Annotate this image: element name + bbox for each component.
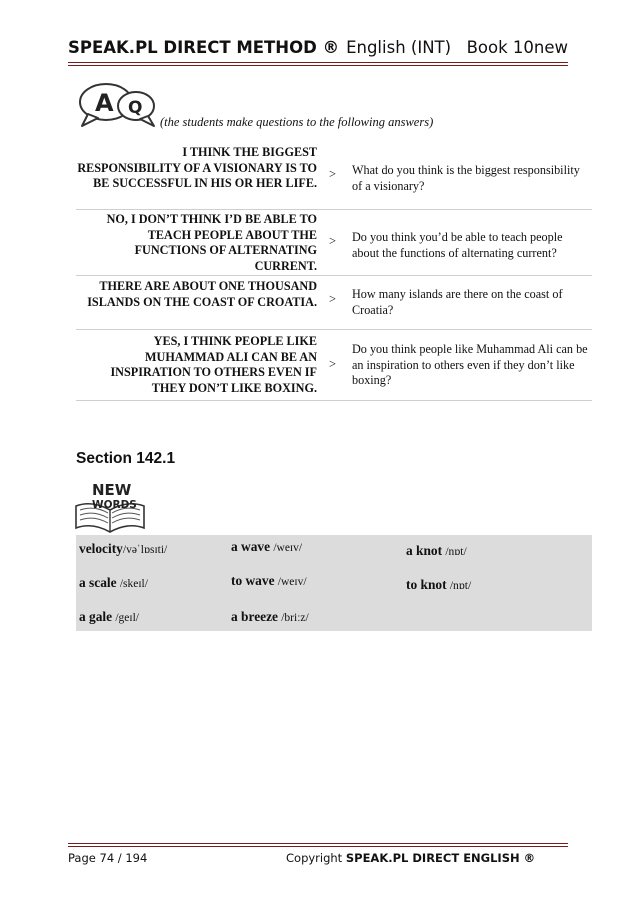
vocab-word: a wave <box>231 539 271 554</box>
vocab-entry <box>406 577 471 593</box>
qa-row <box>76 145 592 208</box>
vocab-word: a gale <box>79 609 113 624</box>
new-words-line2: WORDS <box>92 499 137 511</box>
vocab-ipa: /nɒt/ <box>449 580 472 592</box>
icon-letter-q: Q <box>128 98 143 118</box>
vocab-entry <box>231 539 302 555</box>
vocab-ipa: /geɪl/ <box>115 612 139 624</box>
qa-arrow: > <box>329 167 337 181</box>
vocab-ipa: /skeɪl/ <box>119 578 148 590</box>
vocab-ipa: /briːz/ <box>281 612 309 624</box>
vocab-ipa: /nɒt/ <box>445 546 467 558</box>
qa-divider <box>76 275 592 276</box>
vocab-word: a breeze <box>231 609 278 624</box>
copyright-owner: SPEAK.PL DIRECT ENGLISH ® <box>345 851 536 865</box>
page-number: Page 74 / 194 <box>68 851 148 865</box>
copyright <box>286 851 535 865</box>
qa-arrow: > <box>329 292 337 306</box>
vocab-ipa: /vəˈlɒsɪti/ <box>122 544 168 556</box>
qa-divider <box>76 209 592 210</box>
qa-question: How many islands are there on the coast of Croatia? <box>352 287 563 317</box>
vocab-word: to wave <box>231 573 275 588</box>
page-footer <box>68 851 568 865</box>
header-subtitle: English (INT) <box>346 38 452 57</box>
vocab-word: a scale <box>79 575 117 590</box>
qa-divider <box>76 400 592 401</box>
vocab-entry <box>79 575 148 591</box>
qa-answer: NO, I DON’T THINK I’D BE ABLE TO TEACH PEOPLE ABOUT THE FUNCTIONS OF ALTERNATING CURRENT. <box>106 212 317 273</box>
vocab-entry <box>231 609 309 625</box>
header-book: Book 10new <box>466 38 568 57</box>
new-words-line1: NEW <box>92 481 132 499</box>
vocab-word: velocity <box>79 541 123 556</box>
vocab-word: a knot <box>406 543 443 558</box>
qa-row <box>76 212 592 275</box>
vocab-ipa: /weɪv/ <box>277 576 307 588</box>
new-words-icon <box>72 478 148 534</box>
qa-row <box>76 334 592 398</box>
icon-letter-a: A <box>95 89 114 117</box>
section-title: Section 142.1 <box>76 450 176 467</box>
qa-arrow: > <box>329 234 337 248</box>
footer-rule-top <box>68 843 568 844</box>
vocab-word: to knot <box>406 577 447 592</box>
qa-question: Do you think people like Muhammad Ali can be an inspiration to others even if they don’t like boxing? <box>352 342 588 387</box>
qa-instruction: (the students make questions to the following answers) <box>160 115 434 129</box>
vocab-table <box>76 535 592 631</box>
qa-answer: I THINK THE BIGGEST RESPONSIBILITY OF A VISIONARY IS TO BE SUCCESSFUL IN HIS OR HER LIFE. <box>77 145 317 190</box>
qa-arrow: > <box>329 357 337 371</box>
vocab-entry <box>79 541 167 557</box>
header-rule-bottom <box>68 65 568 66</box>
qa-divider <box>76 329 592 330</box>
header-rule-top <box>68 62 568 63</box>
vocab-entry <box>231 573 307 589</box>
footer-rule-bottom <box>68 846 568 847</box>
copyright-label: Copyright <box>286 851 343 865</box>
qa-row <box>76 279 592 327</box>
qa-answer: YES, I THINK PEOPLE LIKE MUHAMMAD ALI CAN BE AN INSPIRATION TO OTHERS EVEN IF THEY DON’T LIKE BOXING. <box>110 334 317 395</box>
qa-question: Do you think you’d be able to teach people about the functions of alternating current? <box>352 230 563 260</box>
vocab-ipa: /weɪv/ <box>273 542 303 554</box>
qa-answer: THERE ARE ABOUT ONE THOUSAND ISLANDS ON THE COAST OF CROATIA. <box>87 279 317 309</box>
vocab-entry <box>406 543 467 559</box>
qa-question: What do you think is the biggest responsibility of a visionary? <box>352 163 580 193</box>
answer-question-icon <box>78 80 160 130</box>
vocab-entry <box>79 609 139 625</box>
page-header <box>68 38 568 60</box>
header-brand: SPEAK.PL DIRECT METHOD ® <box>68 38 340 57</box>
